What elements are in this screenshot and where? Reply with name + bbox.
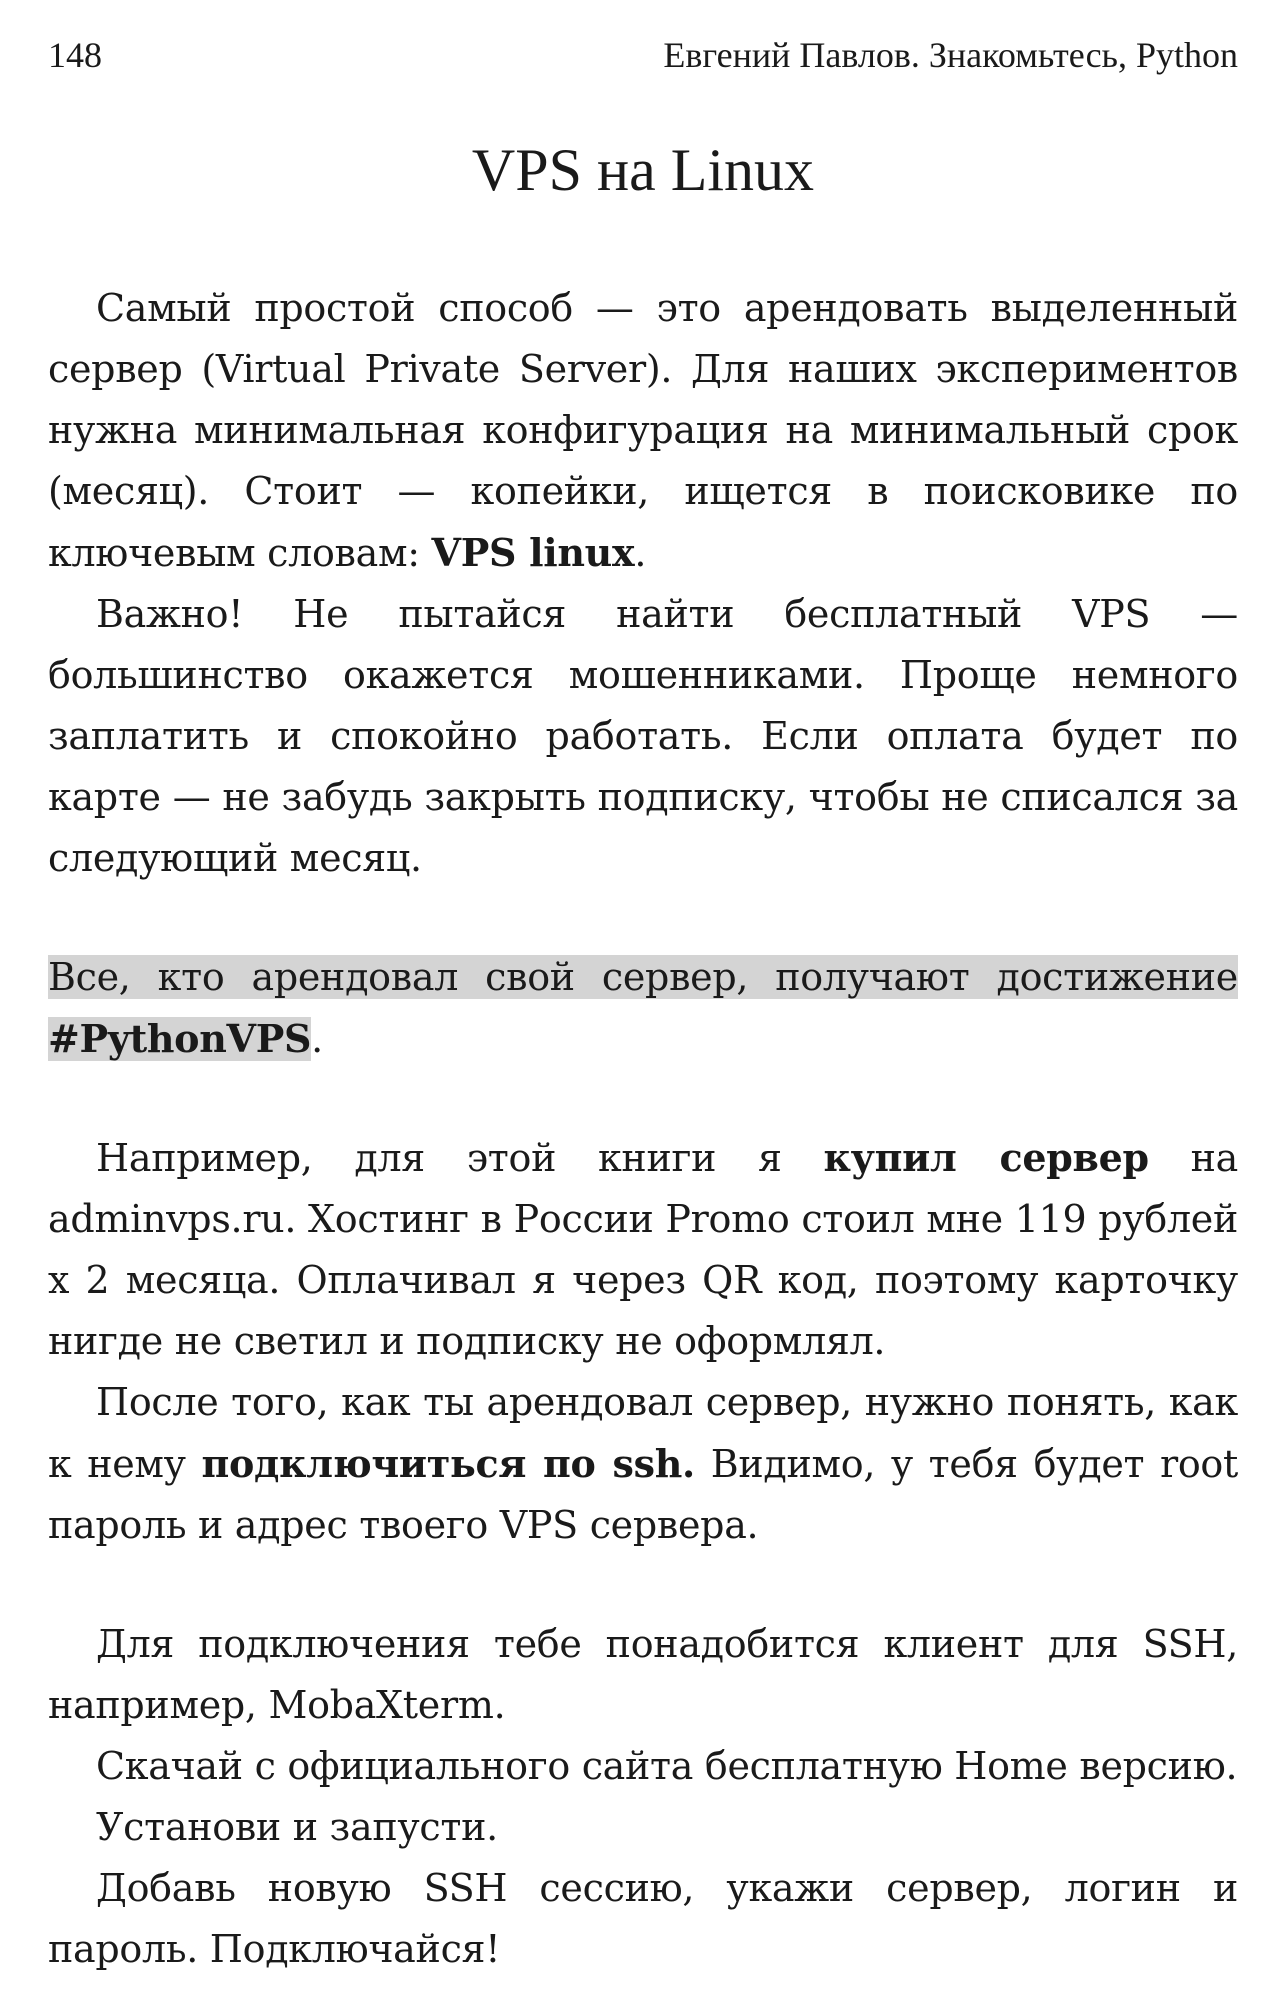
paragraph-install: Установи и запусти.: [96, 1805, 498, 1849]
achievement-highlight: [48, 955, 1238, 1061]
paragraph-text: Например, для этой книги я: [96, 1136, 824, 1180]
chapter-title: VPS на Linux: [471, 137, 815, 203]
achievement-tag: #PythonVPS: [48, 1016, 312, 1061]
keyword-connect-ssh: подключиться по ssh.: [201, 1441, 695, 1486]
paragraph-text: на adminvps.ru. Хостинг в России Promo стоил мне 119 рублей х 2 месяца. Оплачивал я через QR код, поэтому карточку нигде не светил и подписку не оформлял.: [48, 1136, 1238, 1363]
paragraph-example: [48, 1127, 1238, 1372]
book-title-header: Евгений Павлов. Знакомьтесь, Python: [663, 35, 1238, 75]
intro-section: [48, 278, 1238, 889]
paragraph-text: После того, как ты арендовал сервер, нужно понять, как к нему: [48, 1380, 1238, 1486]
example-section: [48, 1127, 1238, 1556]
achievement-text: Все, кто арендовал свой сервер, получают достижение: [48, 955, 1238, 999]
achievement-callout: [48, 947, 1238, 1070]
paragraph-vps-intro: [48, 278, 1238, 584]
running-header: [48, 30, 1238, 80]
paragraph-add-session: Добавь новую SSH сессию, укажи сервер, логин и пароль. Подключайся!: [48, 1866, 1238, 1971]
keyword-bought-server: купил сервер: [823, 1135, 1149, 1180]
keyword-vps-linux: VPS linux: [431, 530, 635, 575]
ssh-steps-section: [48, 1614, 1238, 1980]
paragraph-text: Видимо, у тебя будет root пароль и адрес твоего VPS сервера.: [48, 1442, 1238, 1547]
paragraph-end: .: [634, 531, 647, 575]
book-page: [48, 0, 1238, 2000]
paragraph-warning: Важно! Не пытайся найти бесплатный VPS — большинство окажется мошенниками. Проще немного заплатить и спокойно работать. Если оплата будет по карте — не забудь закрыть подписку, чтобы не списался за следующий месяц.: [48, 592, 1238, 880]
achievement-end: .: [311, 1017, 323, 1061]
paragraph-ssh-client: Для подключения тебе понадобится клиент для SSH, например, MobaXterm.: [48, 1622, 1238, 1727]
achievement-section: [48, 947, 1238, 1070]
paragraph-connect: [48, 1372, 1238, 1556]
paragraph-text: Самый простой способ — это арендовать выделенный сервер (Virtual Private Server). Для наших экспериментов нужна минимальная конфигурация на минимальный срок (месяц). Стоит — копейки, ищется в поисковике по ключевым словам:: [48, 286, 1238, 575]
paragraph-download: Скачай с официального сайта бесплатную Home версию.: [96, 1744, 1238, 1788]
page-number: 148: [48, 35, 102, 75]
